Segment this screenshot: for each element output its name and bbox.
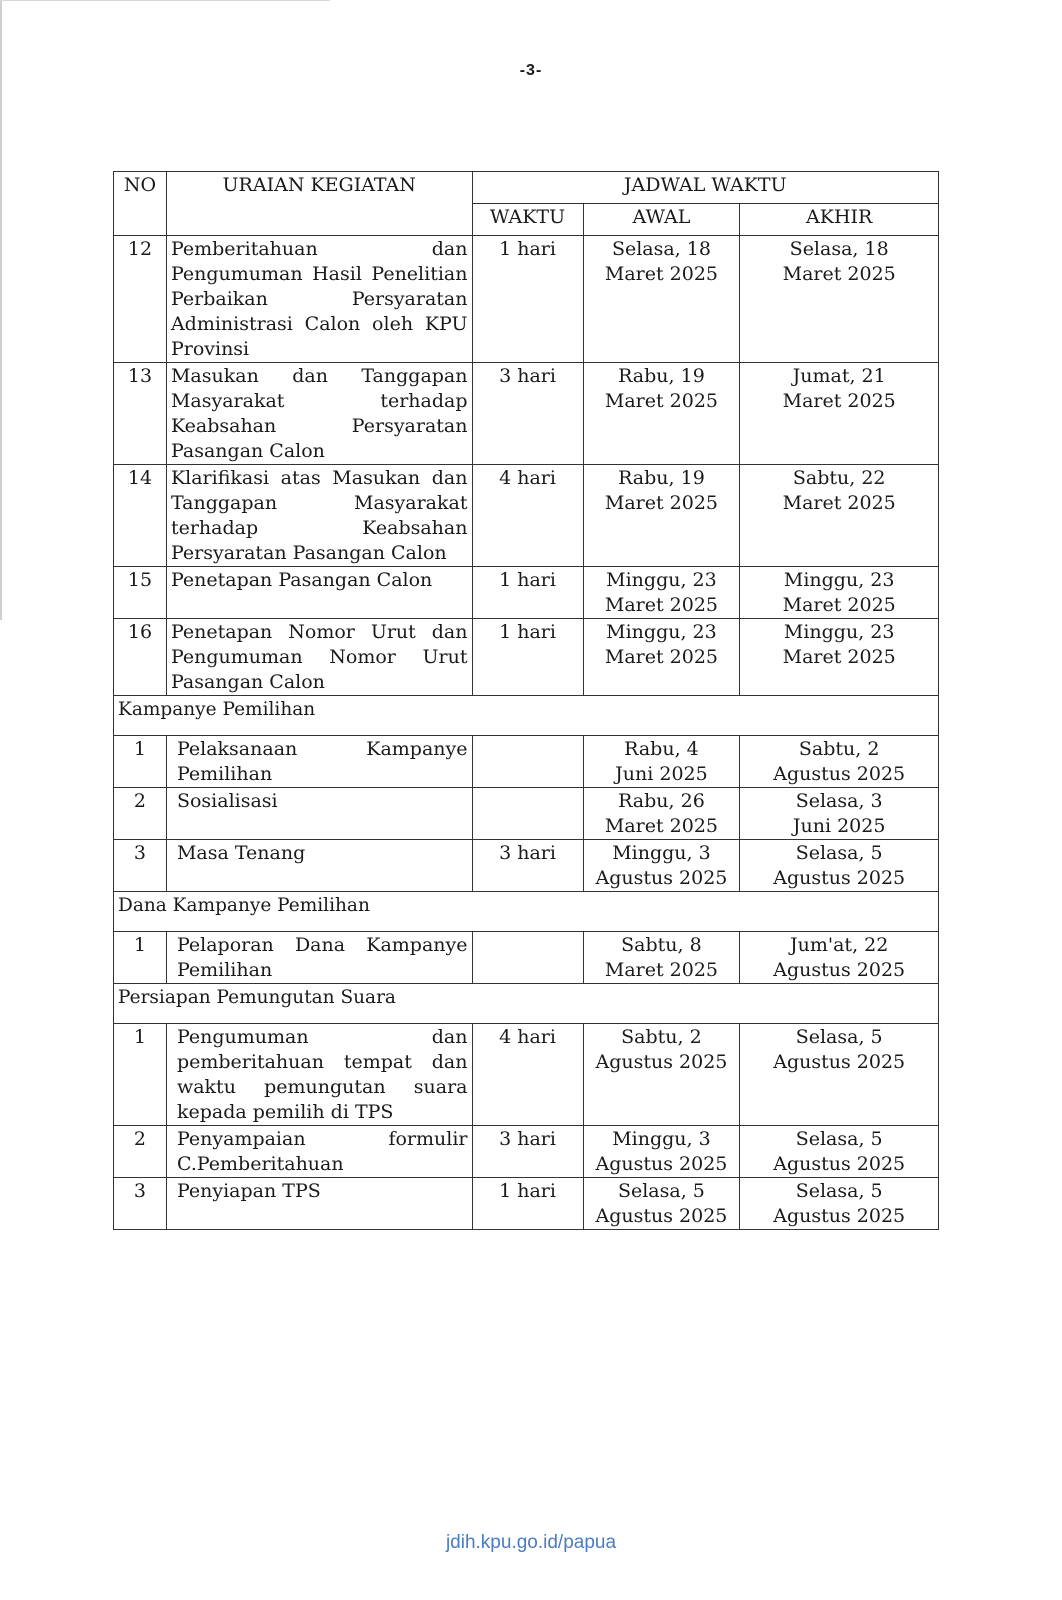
duration: 1 hari bbox=[472, 1178, 583, 1230]
end-date-line: Selasa, 3 bbox=[795, 790, 883, 812]
activity-description: Pengumuman dan pemberitahuan tempat dan waktu pemungutan suara kepada pemilih di TPS bbox=[166, 1024, 472, 1126]
table-row bbox=[114, 619, 939, 696]
table-row bbox=[114, 788, 939, 840]
table-row bbox=[114, 1126, 939, 1178]
section-row bbox=[114, 892, 939, 932]
row-number: 12 bbox=[114, 236, 167, 363]
section-title: Persiapan Pemungutan Suara bbox=[114, 984, 939, 1024]
end-date bbox=[740, 465, 939, 567]
start-date bbox=[583, 840, 740, 892]
row-number: 1 bbox=[114, 1024, 167, 1126]
activity-description: Penyiapan TPS bbox=[166, 1178, 472, 1230]
activity-description: Pelaporan Dana Kampanye Pemilihan bbox=[166, 932, 472, 984]
end-date bbox=[740, 1024, 939, 1126]
section-title: Kampanye Pemilihan bbox=[114, 696, 939, 736]
start-date-line: Rabu, 26 bbox=[618, 790, 705, 812]
table-row bbox=[114, 567, 939, 619]
start-date-line: Rabu, 19 bbox=[618, 365, 705, 387]
header-uraian-kegiatan: URAIAN KEGIATAN bbox=[166, 172, 472, 236]
end-date-line: Jumat, 21 bbox=[792, 365, 886, 387]
end-date-line: Agustus 2025 bbox=[773, 959, 906, 981]
end-date-line: Maret 2025 bbox=[782, 492, 896, 514]
start-date-line: Minggu, 3 bbox=[612, 842, 711, 864]
activity-description: Penetapan Pasangan Calon bbox=[166, 567, 472, 619]
activity-description: Penetapan Nomor Urut dan Pengumuman Nomor Urut Pasangan Calon bbox=[166, 619, 472, 696]
end-date bbox=[740, 1178, 939, 1230]
end-date-line: Agustus 2025 bbox=[773, 867, 906, 889]
start-date-line: Juni 2025 bbox=[615, 763, 708, 785]
start-date bbox=[583, 1024, 740, 1126]
start-date-line: Selasa, 18 bbox=[611, 238, 711, 260]
activity-description: Penyampaian formulir C.Pemberitahuan bbox=[166, 1126, 472, 1178]
activity-description: Pemberitahuan dan Pengumuman Hasil Penelitian Perbaikan Persyaratan Administrasi Calon oleh KPU Provinsi bbox=[166, 236, 472, 363]
end-date bbox=[740, 236, 939, 363]
start-date-line: Sabtu, 8 bbox=[621, 934, 702, 956]
duration: 1 hari bbox=[472, 619, 583, 696]
activity-description: Masa Tenang bbox=[166, 840, 472, 892]
row-number: 13 bbox=[114, 363, 167, 465]
end-date-line: Maret 2025 bbox=[782, 390, 896, 412]
end-date-line: Selasa, 18 bbox=[789, 238, 889, 260]
row-number: 1 bbox=[114, 736, 167, 788]
start-date bbox=[583, 619, 740, 696]
row-number: 16 bbox=[114, 619, 167, 696]
end-date-line: Jum'at, 22 bbox=[790, 934, 889, 956]
start-date bbox=[583, 567, 740, 619]
header-waktu: WAKTU bbox=[472, 204, 583, 236]
duration: 3 hari bbox=[472, 363, 583, 465]
header-awal: AWAL bbox=[583, 204, 740, 236]
start-date-line: Maret 2025 bbox=[604, 594, 718, 616]
end-date bbox=[740, 736, 939, 788]
table-row bbox=[114, 236, 939, 363]
scan-edge-top bbox=[0, 0, 330, 1]
start-date-line: Maret 2025 bbox=[604, 959, 718, 981]
end-date-line: Minggu, 23 bbox=[783, 569, 895, 591]
start-date-line: Agustus 2025 bbox=[595, 1153, 728, 1175]
table-row bbox=[114, 932, 939, 984]
start-date-line: Agustus 2025 bbox=[595, 1051, 728, 1073]
start-date bbox=[583, 932, 740, 984]
row-number: 1 bbox=[114, 932, 167, 984]
header-jadwal-waktu: JADWAL WAKTU bbox=[472, 172, 939, 204]
start-date-line: Maret 2025 bbox=[604, 646, 718, 668]
row-number: 14 bbox=[114, 465, 167, 567]
start-date bbox=[583, 736, 740, 788]
row-number: 3 bbox=[114, 840, 167, 892]
end-date bbox=[740, 363, 939, 465]
activity-description: Masukan dan Tanggapan Masyarakat terhadap Keabsahan Persyaratan Pasangan Calon bbox=[166, 363, 472, 465]
header-akhir: AKHIR bbox=[740, 204, 939, 236]
start-date-line: Agustus 2025 bbox=[595, 1205, 728, 1227]
duration bbox=[472, 932, 583, 984]
start-date-line: Maret 2025 bbox=[604, 390, 718, 412]
row-number: 2 bbox=[114, 1126, 167, 1178]
page-number: -3- bbox=[519, 62, 543, 79]
start-date-line: Maret 2025 bbox=[604, 263, 718, 285]
end-date-line: Selasa, 5 bbox=[795, 1026, 883, 1048]
end-date-line: Agustus 2025 bbox=[773, 1205, 906, 1227]
start-date bbox=[583, 363, 740, 465]
section-row bbox=[114, 984, 939, 1024]
duration bbox=[472, 736, 583, 788]
end-date-line: Maret 2025 bbox=[782, 594, 896, 616]
header-no: NO bbox=[114, 172, 167, 236]
duration: 4 hari bbox=[472, 465, 583, 567]
start-date-line: Minggu, 23 bbox=[606, 569, 717, 591]
activity-description: Sosialisasi bbox=[166, 788, 472, 840]
table-row bbox=[114, 736, 939, 788]
end-date-line: Sabtu, 2 bbox=[798, 738, 880, 760]
duration: 1 hari bbox=[472, 567, 583, 619]
duration bbox=[472, 788, 583, 840]
row-number: 15 bbox=[114, 567, 167, 619]
end-date bbox=[740, 788, 939, 840]
end-date bbox=[740, 1126, 939, 1178]
duration: 4 hari bbox=[472, 1024, 583, 1126]
row-number: 3 bbox=[114, 1178, 167, 1230]
end-date-line: Minggu, 23 bbox=[783, 621, 895, 643]
schedule-table bbox=[113, 171, 939, 1230]
start-date bbox=[583, 465, 740, 567]
table-body bbox=[114, 236, 939, 1230]
end-date-line: Agustus 2025 bbox=[773, 1051, 906, 1073]
start-date bbox=[583, 1178, 740, 1230]
activity-description: Klarifikasi atas Masukan dan Tanggapan Masyarakat terhadap Keabsahan Persyaratan Pasangan Calon bbox=[166, 465, 472, 567]
end-date-line: Agustus 2025 bbox=[773, 1153, 906, 1175]
end-date-line: Juni 2025 bbox=[792, 815, 886, 837]
end-date-line: Maret 2025 bbox=[782, 646, 896, 668]
duration: 3 hari bbox=[472, 1126, 583, 1178]
start-date-line: Rabu, 4 bbox=[624, 738, 699, 760]
start-date-line: Agustus 2025 bbox=[595, 867, 728, 889]
table-row bbox=[114, 363, 939, 465]
start-date-line: Maret 2025 bbox=[604, 492, 718, 514]
end-date-line: Selasa, 5 bbox=[795, 1128, 883, 1150]
start-date-line: Minggu, 3 bbox=[612, 1128, 711, 1150]
duration: 1 hari bbox=[472, 236, 583, 363]
start-date bbox=[583, 788, 740, 840]
start-date-line: Maret 2025 bbox=[604, 815, 718, 837]
table-row bbox=[114, 1024, 939, 1126]
start-date-line: Rabu, 19 bbox=[618, 467, 705, 489]
scan-edge bbox=[0, 0, 2, 620]
table-row bbox=[114, 465, 939, 567]
table-row bbox=[114, 1178, 939, 1230]
end-date bbox=[740, 932, 939, 984]
section-title: Dana Kampanye Pemilihan bbox=[114, 892, 939, 932]
start-date bbox=[583, 1126, 740, 1178]
end-date-line: Selasa, 5 bbox=[795, 1180, 883, 1202]
table-row bbox=[114, 840, 939, 892]
footer-link[interactable]: jdih.kpu.go.id/papua bbox=[445, 1532, 617, 1553]
end-date bbox=[740, 840, 939, 892]
start-date-line: Selasa, 5 bbox=[617, 1180, 705, 1202]
duration: 3 hari bbox=[472, 840, 583, 892]
end-date-line: Maret 2025 bbox=[782, 263, 896, 285]
end-date-line: Sabtu, 22 bbox=[792, 467, 886, 489]
end-date-line: Selasa, 5 bbox=[795, 842, 883, 864]
end-date bbox=[740, 567, 939, 619]
end-date bbox=[740, 619, 939, 696]
start-date bbox=[583, 236, 740, 363]
end-date-line: Agustus 2025 bbox=[773, 763, 906, 785]
section-row bbox=[114, 696, 939, 736]
row-number: 2 bbox=[114, 788, 167, 840]
start-date-line: Sabtu, 2 bbox=[621, 1026, 702, 1048]
start-date-line: Minggu, 23 bbox=[606, 621, 717, 643]
table-header bbox=[114, 172, 939, 236]
activity-description: Pelaksanaan Kampanye Pemilihan bbox=[166, 736, 472, 788]
